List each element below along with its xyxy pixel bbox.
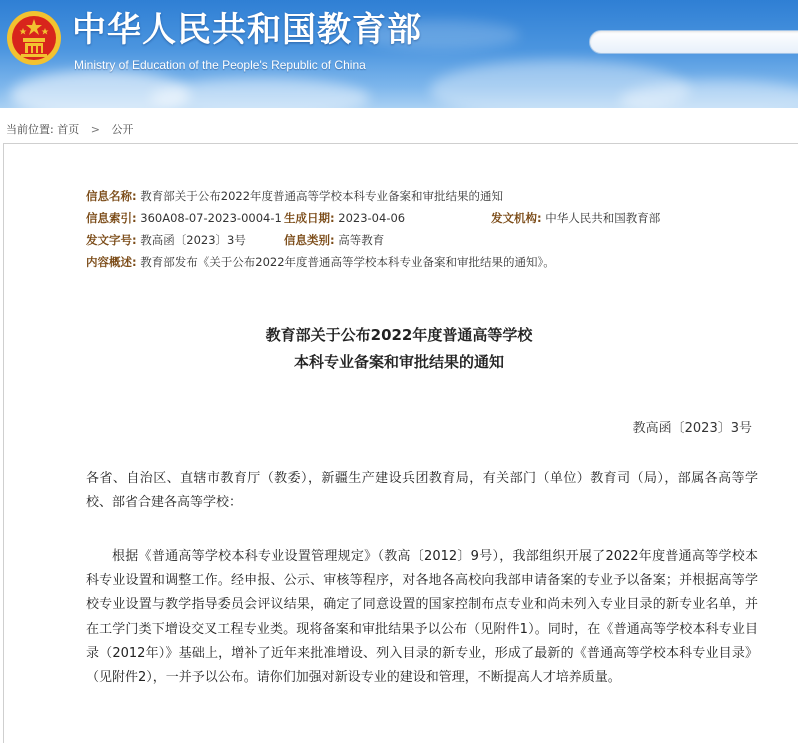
info-label: 发文字号: bbox=[86, 233, 137, 247]
info-label: 信息索引: bbox=[86, 211, 137, 225]
article-title-line1: 教育部关于公布2022年度普通高等学校 bbox=[265, 326, 533, 344]
article-doc-number: 教高函〔2023〕3号 bbox=[632, 421, 752, 436]
info-row-category bbox=[284, 230, 384, 250]
info-value: 教高函〔2023〕3号 bbox=[140, 233, 246, 247]
search-input[interactable] bbox=[589, 30, 798, 54]
national-emblem-icon[interactable] bbox=[6, 8, 62, 68]
breadcrumb-home-link[interactable]: 首页 bbox=[57, 123, 80, 136]
info-value: 教育部关于公布2022年度普通高等学校本科专业备案和审批结果的通知 bbox=[140, 189, 504, 203]
breadcrumb-separator: > bbox=[90, 123, 100, 136]
site-title: 中华人民共和国教育部 bbox=[72, 10, 422, 50]
site-header bbox=[0, 0, 798, 108]
breadcrumb-public-link[interactable]: 公开 bbox=[111, 123, 134, 136]
info-value: 教育部发布《关于公布2022年度普通高等学校本科专业备案和审批结果的通知》。 bbox=[140, 255, 555, 269]
breadcrumb-prefix: 当前位置: bbox=[6, 123, 54, 136]
info-value: 2023-04-06 bbox=[338, 211, 406, 225]
cloud-decoration bbox=[150, 78, 370, 108]
info-label: 生成日期: bbox=[284, 211, 335, 225]
info-label: 发文机构: bbox=[491, 211, 542, 225]
info-label: 信息类别: bbox=[284, 233, 335, 247]
info-value: 高等教育 bbox=[338, 233, 385, 247]
info-value: 中华人民共和国教育部 bbox=[545, 211, 661, 225]
info-row-issuer bbox=[491, 208, 660, 228]
info-row-name bbox=[86, 186, 503, 206]
info-row-docno bbox=[86, 230, 246, 250]
info-label: 内容概述: bbox=[86, 255, 137, 269]
info-row-summary bbox=[86, 252, 555, 272]
info-row-date bbox=[284, 208, 405, 228]
article-paragraph: 各省、自治区、直辖市教育厅（教委），新疆生产建设兵团教育局，有关部门（单位）教育司（局），部属各高等学校、部省合建各高等学校： bbox=[86, 471, 758, 511]
info-value: 360A08-07-2023-0004-1 bbox=[140, 211, 282, 225]
breadcrumb bbox=[6, 121, 133, 137]
info-row-index bbox=[86, 208, 282, 228]
site-subtitle: Ministry of Education of the People's Republic of China bbox=[74, 58, 366, 72]
info-label: 信息名称: bbox=[86, 189, 137, 203]
article-title-line2: 本科专业备案和审批结果的通知 bbox=[293, 353, 504, 371]
article-paragraph: 根据《普通高等学校本科专业设置管理规定》（教高〔2012〕9号），我部组织开展了2022年度普通高等学校本科专业设置和调整工作。经申报、公示、审核等程序，对各地各高校向我部申请备案的专业予以备案；并根据高等学校专业设置与教学指导委员会评议结果，确定了同意设置的国家控制布点专业和尚未列入专业目录的新专业名单，并在工学门类下增设交叉工程专业类。现将备案和审批结果予以公布（见附件1）。同时，在《普通高等学校本科专业目录（2012年）》基础上，增补了近年来批准增设、列入目录的新专业，形成了最新的《普通高等学校本科专业目录》（见附件2），一并予以公布。请你们加强对新设专业的建设和管理，不断提高人才培养质量。 bbox=[86, 549, 758, 686]
